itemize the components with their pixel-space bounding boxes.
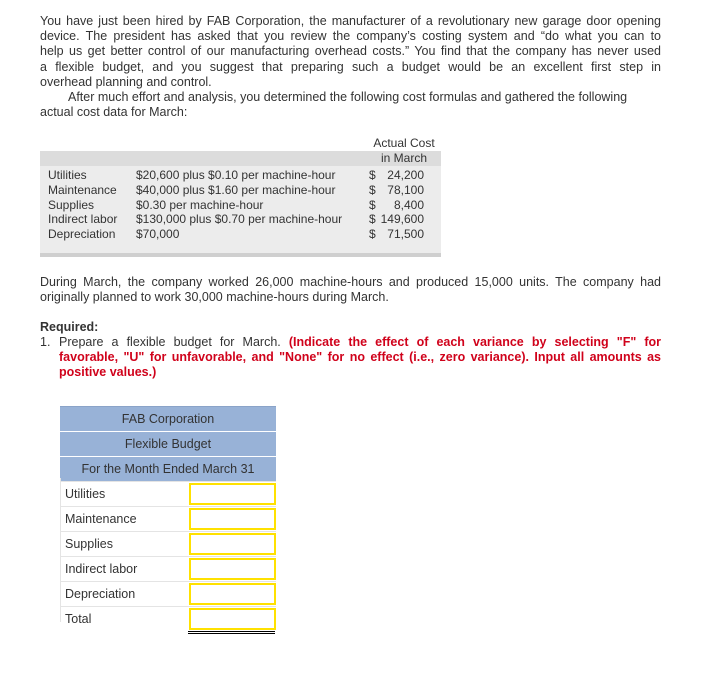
- header-shade: [40, 151, 367, 166]
- cost-formula: $70,000: [136, 227, 180, 242]
- fb-title-header: [60, 431, 276, 456]
- table-row: [40, 227, 441, 242]
- fb-period: For the Month Ended March 31: [81, 462, 255, 476]
- fb-row-label: Maintenance: [65, 512, 137, 526]
- intro-line: You have just been hired by FAB Corporation, the manufacturer of a revolutionary new garage door opening: [40, 14, 661, 28]
- cost-formula: $40,000 plus $1.60 per machine-hour: [136, 182, 336, 197]
- fb-row-label: Utilities: [65, 487, 106, 501]
- flexible-budget-form: [60, 406, 276, 631]
- fb-row-indirect-labor: [60, 556, 276, 581]
- table-row: [40, 212, 441, 227]
- fb-row-supplies: [60, 531, 276, 556]
- table-row: [40, 198, 441, 213]
- actual-amount: 78,100: [387, 182, 424, 197]
- fb-company: FAB Corporation: [121, 412, 215, 426]
- cost-formula: $0.30 per machine-hour: [136, 197, 264, 212]
- dollar-sign: $: [369, 182, 376, 197]
- cost-formula: $20,600 plus $0.10 per machine-hour: [136, 168, 336, 182]
- cost-name: Utilities: [48, 168, 87, 182]
- required-note-line: favorable, "U" for unfavorable, and "None" for no effect (i.e., zero variance). Input all amounts as: [59, 350, 661, 365]
- required-instruction: Prepare a flexible budget for March.: [59, 335, 289, 349]
- table-bottom-rule: [40, 253, 441, 257]
- fb-row-label: Depreciation: [65, 587, 136, 601]
- required-note-line: positive values.): [59, 365, 157, 380]
- table-row: [40, 183, 441, 198]
- intro-line: a flexible budget, and you suggest that preparing such a budget would be an excellent first step in: [40, 59, 661, 74]
- actual-cost-header: [367, 136, 441, 166]
- cost-name: Indirect labor: [48, 212, 118, 227]
- utilities-input[interactable]: [189, 483, 276, 505]
- analysis-paragraph: [40, 90, 661, 120]
- cost-table-body: [40, 166, 441, 257]
- fb-row-utilities: [60, 481, 276, 506]
- fb-row-depreciation: [60, 581, 276, 606]
- march-info-line: During March, the company worked 26,000 machine-hours and produced 15,000 units. The company had: [40, 275, 661, 289]
- march-info-paragraph: [40, 275, 661, 305]
- dollar-sign: $: [369, 212, 376, 227]
- actual-cost-header-line1: Actual Cost: [373, 136, 435, 150]
- dollar-sign: $: [369, 227, 376, 242]
- actual-amount: 149,600: [380, 212, 424, 227]
- total-input[interactable]: [189, 608, 276, 630]
- cost-formula-table: [40, 136, 441, 257]
- march-info-line: originally planned to work 30,000 machine-hours during March.: [40, 290, 389, 305]
- indirect-labor-input[interactable]: [189, 558, 276, 580]
- intro-paragraph: [40, 14, 661, 90]
- cost-name: Supplies: [48, 197, 95, 212]
- fb-row-maintenance: [60, 506, 276, 531]
- actual-amount: 71,500: [387, 227, 424, 242]
- intro-line: device. The president has asked that you review the company’s costing system and “do what you can to: [40, 29, 661, 44]
- analysis-line: After much effort and analysis, you determined the following cost formulas and gathered the following: [68, 90, 628, 104]
- fb-row-label: Total: [65, 612, 92, 626]
- analysis-line: actual cost data for March:: [40, 105, 188, 120]
- cost-name: Maintenance: [48, 182, 117, 197]
- intro-line: overhead planning and control.: [40, 74, 212, 89]
- fb-row-label: Supplies: [65, 537, 113, 551]
- actual-cost-header-line2: in March: [367, 151, 441, 166]
- required-label: Required:: [40, 320, 99, 334]
- fb-period-header: [60, 456, 276, 481]
- required-line: [40, 335, 661, 350]
- actual-amount: 8,400: [393, 197, 424, 212]
- maintenance-input[interactable]: [189, 508, 276, 530]
- fb-company-header: [60, 406, 276, 431]
- actual-amount: 24,200: [387, 168, 424, 182]
- table-row: [40, 168, 441, 183]
- supplies-input[interactable]: [189, 533, 276, 555]
- depreciation-input[interactable]: [189, 583, 276, 605]
- dollar-sign: $: [369, 197, 376, 212]
- required-note: (Indicate the effect of each variance by selecting "F" for: [288, 335, 661, 349]
- cost-name: Depreciation: [48, 227, 116, 242]
- intro-line: help us get better control of our manufacturing overhead costs.” You find that the company has never used: [40, 44, 661, 59]
- fb-row-label: Indirect labor: [65, 562, 138, 576]
- required-item-1: [40, 335, 661, 381]
- cost-formula: $130,000 plus $0.70 per machine-hour: [136, 212, 343, 227]
- fb-row-total: [60, 606, 276, 631]
- dollar-sign: $: [369, 168, 376, 182]
- required-number: 1.: [40, 335, 51, 349]
- fb-title: Flexible Budget: [124, 437, 212, 451]
